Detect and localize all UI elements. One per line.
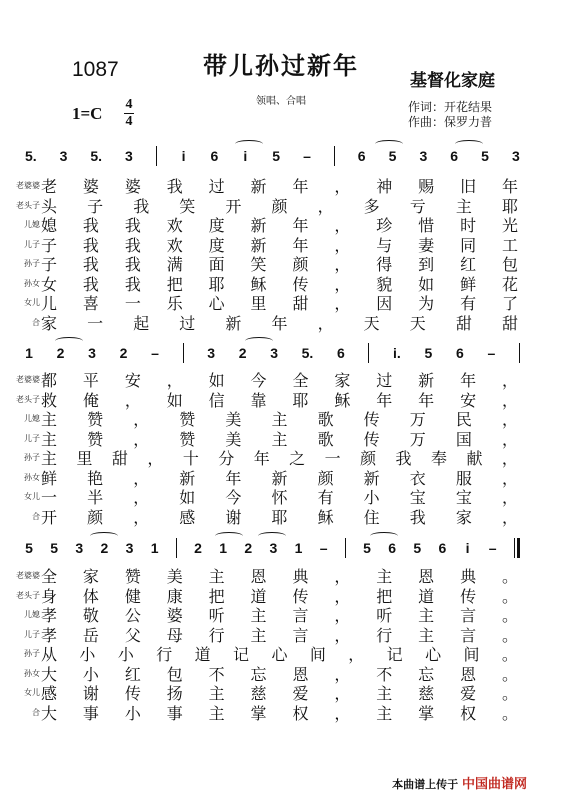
lyric-line: 子 我 我 欢 度 新 年 ， 与 妻 同 工 xyxy=(41,235,518,255)
note: 3 xyxy=(207,345,215,361)
role-label: 合 xyxy=(32,707,40,717)
key-signature: 1=C xyxy=(72,104,103,123)
note: 1 xyxy=(294,540,303,556)
note: 3 xyxy=(125,148,133,164)
upload-note: 本曲谱上传于 xyxy=(392,778,459,791)
role-label: 老头子 xyxy=(16,200,40,210)
lyric-line: 主 赞 ， 赞 美 主 歌 传 万 国 ， xyxy=(41,429,518,449)
role-label: 女儿 xyxy=(24,492,40,501)
note: – xyxy=(303,148,311,164)
lyric-line: 家 一 起 过 新 年 ， 天 天 甜 甜 xyxy=(41,313,518,333)
slur xyxy=(55,337,83,345)
lyric-row xyxy=(8,703,518,722)
note: 6 xyxy=(357,148,366,164)
note: 2 xyxy=(244,540,253,556)
role-label: 孙子 xyxy=(24,649,40,658)
performance-note: 领唱、合唱 xyxy=(256,96,306,107)
note: 5 xyxy=(413,540,422,556)
note: 6 xyxy=(336,345,345,361)
lyric-row xyxy=(8,586,518,605)
song-number: 1087 xyxy=(72,58,119,81)
lyric-line: 老 婆 婆 我 过 新 年 ， 神 赐 旧 年 xyxy=(41,177,518,196)
lyric-line: 一 半 ， 如 今 怀 有 小 宝 宝 ， xyxy=(41,488,518,507)
lyric-line: 大 事 小 事 主 掌 权 ， 主 掌 权 。 xyxy=(41,703,518,723)
lyric-row xyxy=(8,664,518,683)
note: 5. xyxy=(25,148,37,164)
role-label: 老头子 xyxy=(16,590,40,600)
note: i. xyxy=(392,345,401,361)
lyric-line: 媳 我 我 欢 度 新 年 ， 珍 惜 时 光 xyxy=(41,216,518,235)
note: 5 xyxy=(272,148,281,164)
lyric-row xyxy=(8,176,518,195)
slur xyxy=(375,140,403,148)
note: 2 xyxy=(119,345,128,361)
song-subtitle: 基督化家庭 xyxy=(410,71,495,91)
lyric-line: 从 小 小 行 道 记 心 间 ， 记 心 间 。 xyxy=(41,645,518,664)
note: 3 xyxy=(270,345,279,361)
role-label: 老婆婆 xyxy=(16,571,40,580)
slur xyxy=(215,532,243,540)
note: 2 xyxy=(238,345,247,361)
notation-line-2 xyxy=(25,342,520,364)
note: 5 xyxy=(424,345,433,361)
lyric-row xyxy=(8,507,518,526)
lyric-row xyxy=(8,644,518,663)
notation-line-1 xyxy=(25,145,520,167)
role-label: 老婆婆 xyxy=(16,181,40,190)
note: 3 xyxy=(269,540,278,556)
lyric-row xyxy=(8,313,518,332)
note: – xyxy=(488,540,497,556)
note: 5 xyxy=(50,540,59,556)
note: – xyxy=(319,540,328,556)
note: 3 xyxy=(125,540,134,556)
lyric-line: 感 谢 传 扬 主 慈 爱 ， 主 慈 爱 。 xyxy=(41,684,518,703)
role-label: 孙子 xyxy=(24,259,40,268)
lyric-line: 都 平 安 ， 如 今 全 家 过 新 年 ， xyxy=(41,371,518,390)
role-label: 老婆婆 xyxy=(16,375,40,384)
note: 6 xyxy=(450,148,459,164)
note: 3 xyxy=(511,148,520,164)
time-bottom: 4 xyxy=(125,114,133,129)
note: 6 xyxy=(388,540,396,556)
barline xyxy=(368,343,369,363)
note: 5 xyxy=(388,148,397,164)
notation-line-3 xyxy=(25,537,520,559)
note: 6 xyxy=(438,540,447,556)
note: 5 xyxy=(25,540,33,556)
lyric-row xyxy=(8,487,518,506)
lyric-row xyxy=(8,370,518,389)
note: 6 xyxy=(456,345,464,361)
slur xyxy=(258,532,286,540)
note: 2 xyxy=(194,540,202,556)
barline xyxy=(519,343,520,363)
lyric-line: 鲜 艳 ， 新 年 新 颜 新 衣 服 ， xyxy=(41,468,518,488)
footer xyxy=(392,773,527,792)
role-label: 儿媳 xyxy=(24,414,40,423)
lyric-line: 主 赞 ， 赞 美 主 歌 传 万 民 ， xyxy=(41,410,518,429)
note: 2 xyxy=(100,540,109,556)
barline xyxy=(176,538,177,558)
lyric-row xyxy=(8,196,518,215)
role-label: 孙女 xyxy=(24,278,40,288)
lyric-line: 头 子 我 笑 开 颜 ， 多 亏 主 耶 xyxy=(41,196,518,216)
slur xyxy=(245,337,273,345)
note: 5 xyxy=(363,540,371,556)
slur xyxy=(455,140,483,148)
role-label: 孙女 xyxy=(24,472,40,482)
role-label: 儿媳 xyxy=(24,220,40,229)
song-title: 带儿孙过新年 xyxy=(203,52,359,80)
note: i xyxy=(243,148,248,164)
lyric-line: 开 颜 ， 感 谢 耶 稣 住 我 家 ， xyxy=(41,507,518,527)
lyric-row xyxy=(8,293,518,312)
note: 5 xyxy=(481,148,489,164)
barline xyxy=(345,538,346,558)
note: 3 xyxy=(59,148,68,164)
role-label: 女儿 xyxy=(24,298,40,307)
lyric-row xyxy=(8,235,518,254)
note: 3 xyxy=(75,540,84,556)
lyric-row xyxy=(8,566,518,585)
lyric-line: 孝 岳 父 母 行 主 言 ， 行 主 言 。 xyxy=(41,625,518,645)
lyric-row xyxy=(8,429,518,448)
note: – xyxy=(151,345,159,361)
role-label: 儿子 xyxy=(24,239,40,249)
note: – xyxy=(487,345,496,361)
lyric-line: 主 里 甜 ， 十 分 年 之 一 颜 我 奉 献 ， xyxy=(41,449,518,468)
role-label: 儿媳 xyxy=(24,610,40,619)
note: 3 xyxy=(419,148,428,164)
lyric-line: 女 我 我 把 耶 稣 传 ， 貌 如 鲜 花 xyxy=(41,274,518,294)
lyric-line: 子 我 我 满 面 笑 颜 ， 得 到 红 包 xyxy=(41,255,518,274)
role-label: 女儿 xyxy=(24,688,40,697)
lyric-row xyxy=(8,448,518,467)
lyric-row xyxy=(8,683,518,702)
role-label: 合 xyxy=(32,317,40,327)
role-label: 合 xyxy=(32,511,40,521)
lyric-row xyxy=(8,274,518,293)
time-signature xyxy=(122,98,136,129)
lyric-line: 孝 敬 公 婆 听 主 言 ， 听 主 言 。 xyxy=(41,606,518,625)
slur xyxy=(90,532,118,540)
lyric-line: 大 小 红 包 不 忘 恩 ， 不 忘 恩 。 xyxy=(41,664,518,684)
lyric-row xyxy=(8,409,518,428)
lyric-row xyxy=(8,390,518,409)
lyric-line: 全 家 赞 美 主 恩 典 ， 主 恩 典 。 xyxy=(41,567,518,586)
lyric-row xyxy=(8,468,518,487)
barline xyxy=(334,146,335,166)
note: 1 xyxy=(219,540,228,556)
lyric-row xyxy=(8,254,518,273)
role-label: 老头子 xyxy=(16,394,40,404)
note: i xyxy=(465,540,470,556)
slur xyxy=(235,140,263,148)
note: 3 xyxy=(88,345,96,361)
lyric-line: 儿 喜 一 乐 心 里 甜 ， 因 为 有 了 xyxy=(41,294,518,313)
lyric-line: 救 俺 ， 如 信 靠 耶 稣 年 年 安 ， xyxy=(41,390,518,410)
lyricist: 作词：开花结果 xyxy=(408,100,493,114)
lyric-row xyxy=(8,215,518,234)
note: 2 xyxy=(56,345,65,361)
barline xyxy=(183,343,184,363)
note: 5. xyxy=(301,345,314,361)
lyric-row xyxy=(8,625,518,644)
role-label: 儿子 xyxy=(24,629,40,639)
barline xyxy=(156,146,157,166)
note: i xyxy=(181,148,186,164)
role-label: 儿子 xyxy=(24,433,40,443)
note: 5. xyxy=(90,148,103,164)
note: 6 xyxy=(210,148,219,164)
lyric-line: 身 体 健 康 把 道 传 ， 把 道 传 。 xyxy=(41,586,518,606)
composer: 作曲：保罗力普 xyxy=(408,115,493,129)
role-label: 孙女 xyxy=(24,668,40,678)
time-top: 4 xyxy=(125,97,133,112)
site-logo[interactable]: 中国曲谱网 xyxy=(461,777,527,792)
note: 1 xyxy=(150,540,159,556)
final-barline xyxy=(514,538,520,558)
role-label: 孙子 xyxy=(24,453,40,462)
lyric-row xyxy=(8,605,518,624)
slur xyxy=(370,532,398,540)
note: 1 xyxy=(25,345,33,361)
